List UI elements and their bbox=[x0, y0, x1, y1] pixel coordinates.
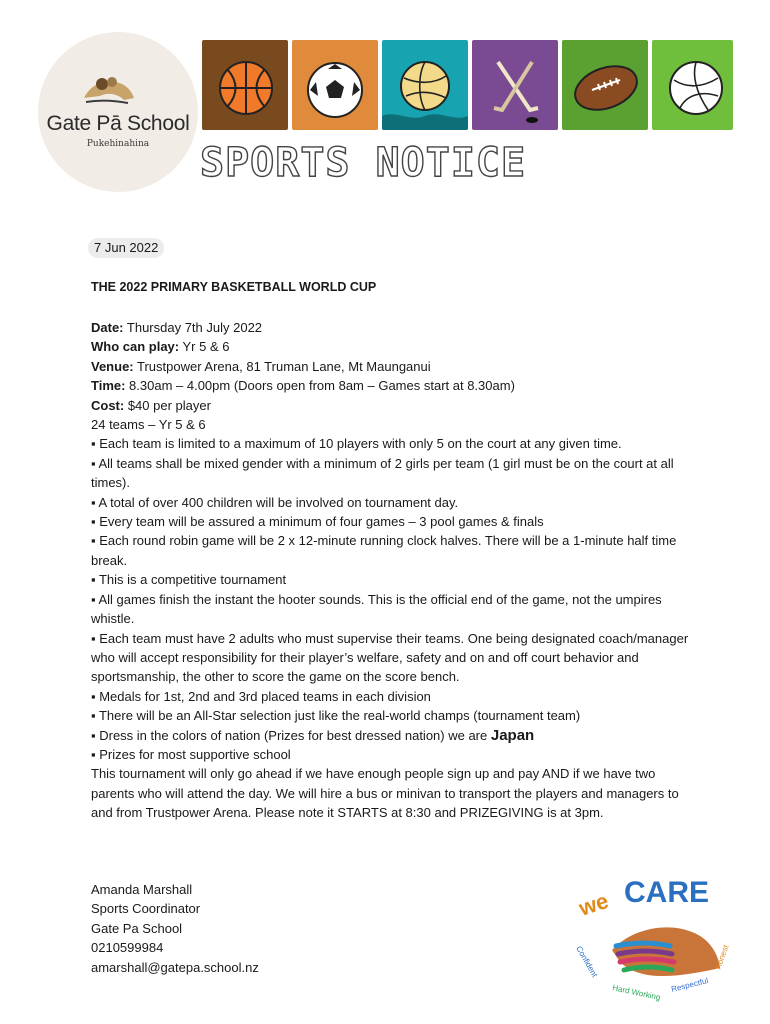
list-item: ▪ Dress in the colors of nation (Prizes for best dressed nation) we are Japan bbox=[91, 726, 535, 744]
notice-heading: THE 2022 PRIMARY BASKETBALL WORLD CUP bbox=[91, 280, 377, 294]
signature-school: Gate Pa School bbox=[91, 920, 183, 936]
signature-name: Amanda Marshall bbox=[91, 882, 193, 897]
detail-cost: Cost: $40 per player bbox=[91, 397, 211, 413]
list-item: ▪ There will be an All-Star selection just like the real-world champs (tournament team) bbox=[91, 708, 581, 724]
nation-name: Japan bbox=[490, 726, 535, 744]
svg-text:we: we bbox=[575, 887, 612, 921]
basketball-icon bbox=[202, 40, 288, 130]
school-subtitle: Pukehinahina bbox=[86, 139, 150, 149]
svg-text:Honest: Honest bbox=[713, 943, 731, 971]
list-item: ▪ A total of over 400 children will be involved on tournament day. bbox=[91, 494, 459, 510]
white-ball-icon bbox=[652, 40, 733, 130]
volleyball-icon bbox=[382, 40, 468, 130]
teams-line: 24 teams – Yr 5 & 6 bbox=[91, 417, 206, 433]
closing-paragraph: This tournament will only go ahead if we have enough people sign up and pay AND if we have two parents who will attend the day. We will hire a bus or minivan to transport the players and managers to and from Trustpower Arena. Please note it STARTS at 8:30 and PRIZEGIVING is at 3pm. bbox=[91, 766, 679, 821]
svg-text:Respectful: Respectful bbox=[670, 976, 710, 994]
list-item: ▪ Each team must have 2 adults who must supervise their teams. One being designated coach/manager who will accept responsibility for their player’s welfare, safety and on and off court behavior and sportsmanship, the other to score the game on the score bench. bbox=[91, 630, 689, 685]
list-item: ▪ Every team will be assured a minimum of four games – 3 pool games & finals bbox=[91, 514, 544, 530]
svg-text:Hard Working: Hard Working bbox=[611, 983, 662, 1002]
signature-block bbox=[91, 880, 259, 977]
signature-role: Sports Coordinator bbox=[91, 901, 201, 917]
date-badge: 7 Jun 2022 bbox=[88, 238, 164, 258]
detail-who: Who can play: Yr 5 & 6 bbox=[91, 339, 230, 355]
list-item: ▪ Each team is limited to a maximum of 10 players with only 5 on the court at any given time. bbox=[91, 436, 622, 452]
list-item: ▪ Each round robin game will be 2 x 12-minute running clock halves. There will be a 1-minute half time break. bbox=[91, 533, 677, 568]
list-item: ▪ This is a competitive tournament bbox=[91, 572, 287, 588]
signature-phone: 0210599984 bbox=[91, 940, 164, 956]
hockey-sticks-icon bbox=[472, 40, 558, 130]
svg-text:CARE: CARE bbox=[624, 876, 710, 909]
svg-text:Confident: Confident bbox=[574, 944, 600, 979]
sports-banner bbox=[202, 40, 764, 130]
rugby-ball-icon bbox=[562, 40, 648, 130]
list-item: ▪ All games finish the instant the hooter sounds. This is the official end of the game, not the umpires whistle. bbox=[91, 591, 662, 627]
list-item: ▪ Medals for 1st, 2nd and 3rd placed teams in each division bbox=[91, 688, 431, 704]
school-name: Gate Pā School bbox=[46, 112, 190, 135]
signature-email: amarshall@gatepa.school.nz bbox=[91, 959, 259, 975]
notice-body bbox=[91, 318, 691, 823]
detail-time: Time: 8.30am – 4.00pm (Doors open from 8am – Games start at 8.30am) bbox=[91, 378, 515, 394]
list-item: ▪ All teams shall be mixed gender with a minimum of 2 girls per team (1 girl must be on the court at all times). bbox=[91, 455, 674, 491]
detail-venue: Venue: Trustpower Arena, 81 Truman Lane, Mt Maunganui bbox=[91, 358, 431, 374]
soccer-ball-icon bbox=[292, 40, 378, 130]
school-emblem-icon bbox=[78, 70, 138, 110]
wecare-logo bbox=[572, 872, 748, 1002]
detail-date: Date: Thursday 7th July 2022 bbox=[91, 320, 263, 335]
page-title: SPORTS NOTICE bbox=[200, 140, 527, 186]
list-item: ▪ Prizes for most supportive school bbox=[91, 746, 291, 762]
